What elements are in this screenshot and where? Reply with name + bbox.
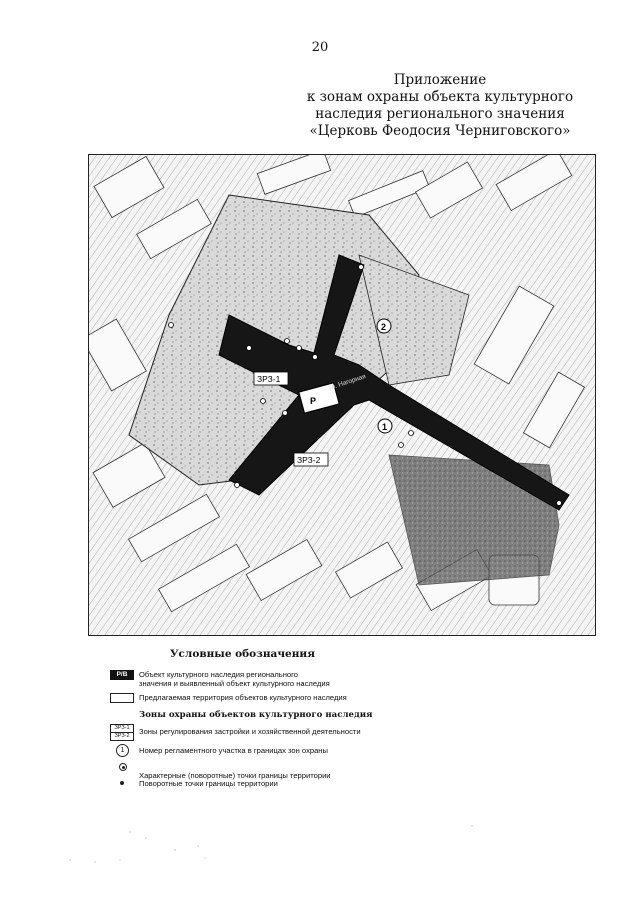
legend-item-text: Зоны регулирования застройки и хозяйственной деятельности — [139, 727, 361, 736]
legend-item-text: Предлагаемая территория объектов культурного наследия — [139, 693, 347, 702]
legend-title: Условные обозначения — [170, 648, 315, 660]
heading-line: Приложение — [393, 72, 487, 88]
zone-label-zrz2: ЗРЗ-2 — [297, 455, 321, 465]
legend-subheading: Зоны охраны объектов культурного наследия — [139, 710, 373, 720]
plot-number-2: 2 — [381, 322, 387, 332]
street-label: ул. Нагорная — [327, 373, 367, 392]
zone-label-zrz1: ЗРЗ-1 — [257, 374, 281, 384]
legend-item-text: значения и выявленный объект культурного наследия — [139, 679, 330, 688]
plot-number-1: 1 — [382, 422, 388, 432]
heading-line: наследия регионального значения — [315, 106, 565, 122]
page-number: 20 — [311, 40, 329, 55]
zone-swatch-label: ЗРЗ-1 — [114, 725, 130, 731]
legend-item-text: Поворотные точки границы территории — [139, 779, 278, 788]
legend-item-text: Характерные (поворотные) точки границы территории — [139, 771, 331, 780]
zone-swatch-label: ЗРЗ-2 — [111, 732, 133, 740]
legend-item-text: Номер регламентного участка в границах зон охраны — [139, 746, 328, 755]
plot-number-icon: 1 — [116, 744, 129, 757]
object-label: Р — [310, 396, 317, 406]
heritage-object-swatch: Р/В — [110, 670, 134, 680]
heading-line: «Церковь Феодосия Черниговского» — [309, 123, 571, 139]
legend-item-text: Объект культурного наследия регионального — [139, 670, 298, 679]
heading-line: к зонам охраны объекта культурного — [306, 89, 574, 105]
